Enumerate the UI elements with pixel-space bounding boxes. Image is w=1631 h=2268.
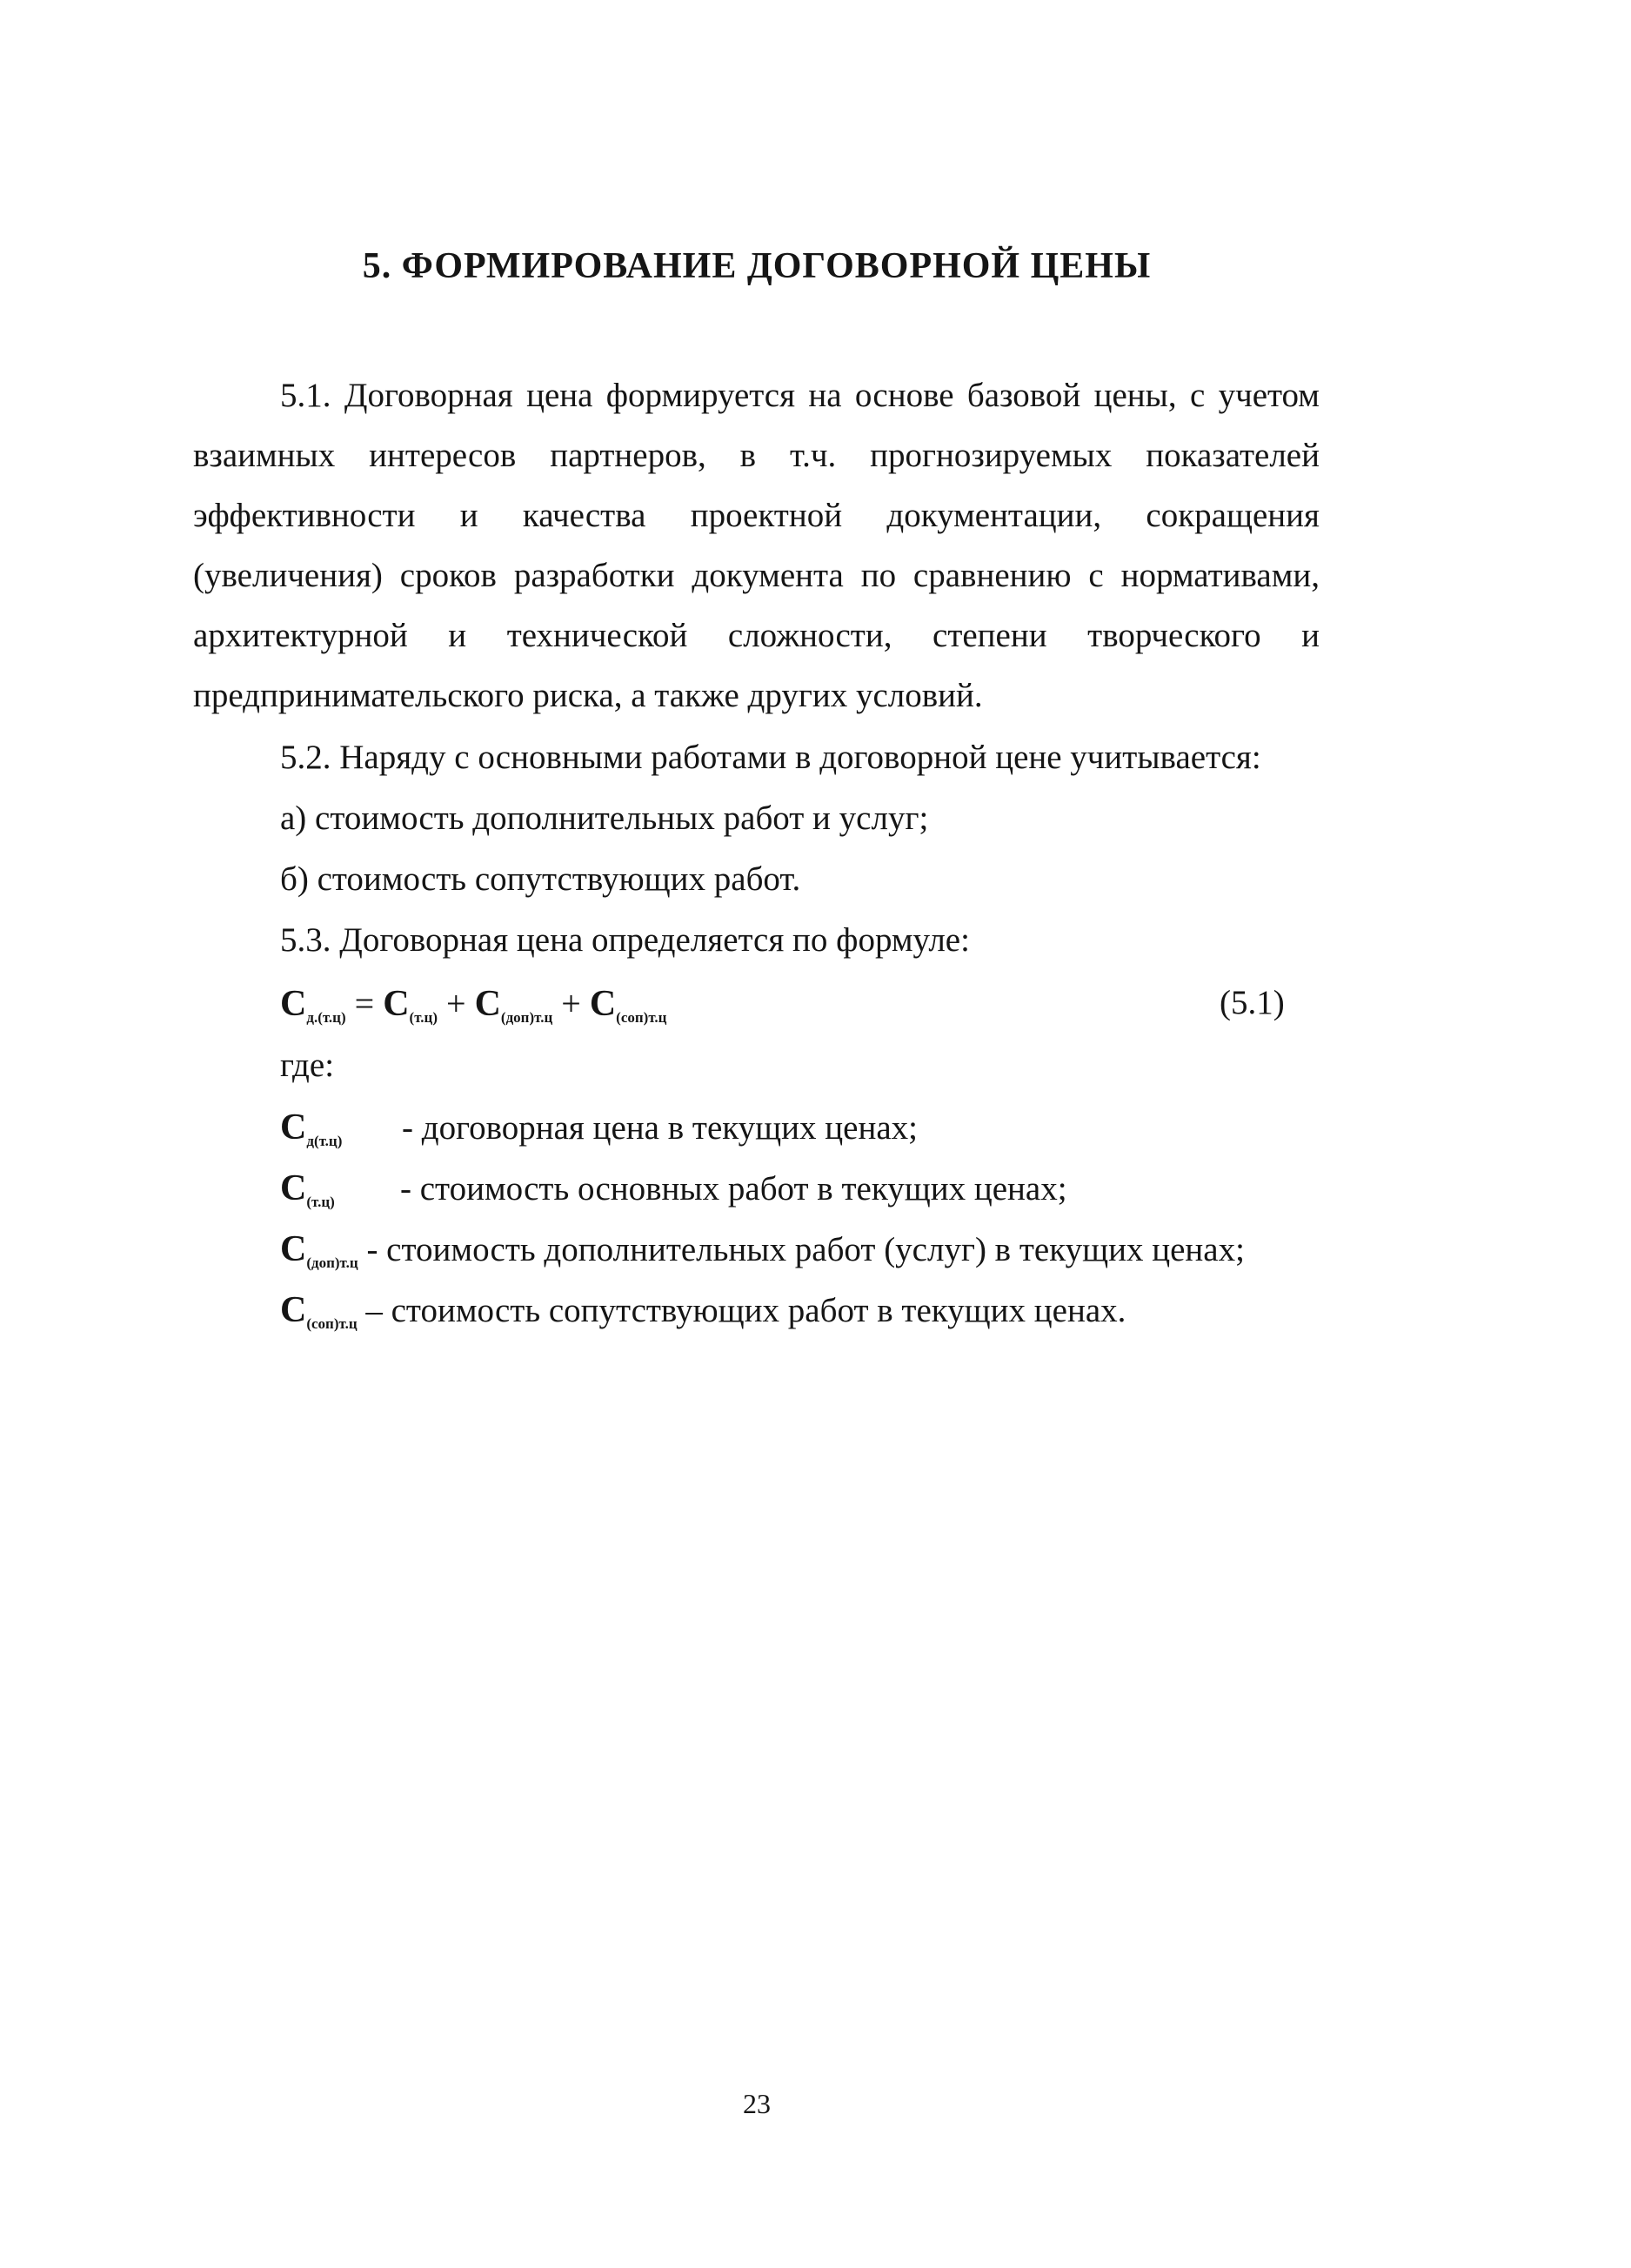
definition-text: - стоимость дополнительных работ (услуг) в текущих ценах; (366, 1231, 1245, 1268)
paragraph-5-2: 5.2. Наряду с основными работами в договорной цене учитывается: (280, 739, 1261, 776)
definition-subscript: (соп)т.ц (306, 1315, 358, 1332)
formula-equals: = (354, 984, 375, 1023)
formula-term2-subscript: (доп)т.ц (500, 1009, 553, 1026)
formula (280, 983, 666, 1027)
formula-term1-subscript: (т.ц) (409, 1009, 438, 1026)
where-label: где: (280, 1047, 335, 1084)
paragraph-5-1-text: 5.1. Договорная цена формируется на основе базовой цены, с учетом взаимных интересов партнеров, в т.ч. прогнозируемых показателей эффективности и качества проектной документации, сокращения (увеличения) сроков разработки документа по сравнению с нормативами, архитектурной и технической сложности, степени творческого и предпринимательского риска, а также других условий. (193, 377, 1320, 714)
definition-symbol: С (280, 1168, 307, 1208)
definition-subscript: д(т.ц) (306, 1133, 343, 1149)
list-item-b: б) стоимость сопутствующих работ. (280, 860, 801, 898)
formula-symbol-term2: С (474, 984, 501, 1024)
formula-symbol-lhs: С (280, 984, 307, 1024)
definition-symbol: С (280, 1229, 307, 1269)
section-title: 5. ФОРМИРОВАНИЕ ДОГОВОРНОЙ ЦЕНЫ (362, 246, 1152, 286)
formula-plus-1: + (446, 984, 466, 1023)
list-item-a: а) стоимость дополнительных работ и услуг; (280, 799, 929, 837)
definition-row (280, 1107, 918, 1150)
definition-text: - договорная цена в текущих ценах; (402, 1109, 918, 1147)
definition-subscript: (доп)т.ц (306, 1254, 358, 1271)
definition-text: – стоимость сопутствующих работ в текущих ценах. (365, 1292, 1126, 1329)
definition-subscript: (т.ц) (306, 1194, 335, 1210)
formula-term3-subscript: (соп)т.ц (616, 1009, 667, 1026)
definition-row (280, 1289, 1126, 1333)
definition-symbol: С (280, 1290, 307, 1330)
definition-text: - стоимость основных работ в текущих ценах; (400, 1170, 1067, 1208)
formula-lhs-subscript: д.(т.ц) (306, 1009, 346, 1026)
definition-symbol: С (280, 1107, 307, 1147)
formula-plus-2: + (561, 984, 581, 1023)
page-number: 23 (743, 2088, 771, 2119)
definition-row (280, 1167, 1067, 1211)
definition-row (280, 1228, 1245, 1272)
formula-symbol-term3: С (589, 984, 617, 1024)
formula-symbol-term1: С (383, 984, 410, 1024)
paragraph-5-3: 5.3. Договорная цена определяется по формуле: (280, 921, 970, 959)
formula-number: (5.1) (1220, 984, 1285, 1021)
paragraph-5-1 (193, 365, 1320, 726)
